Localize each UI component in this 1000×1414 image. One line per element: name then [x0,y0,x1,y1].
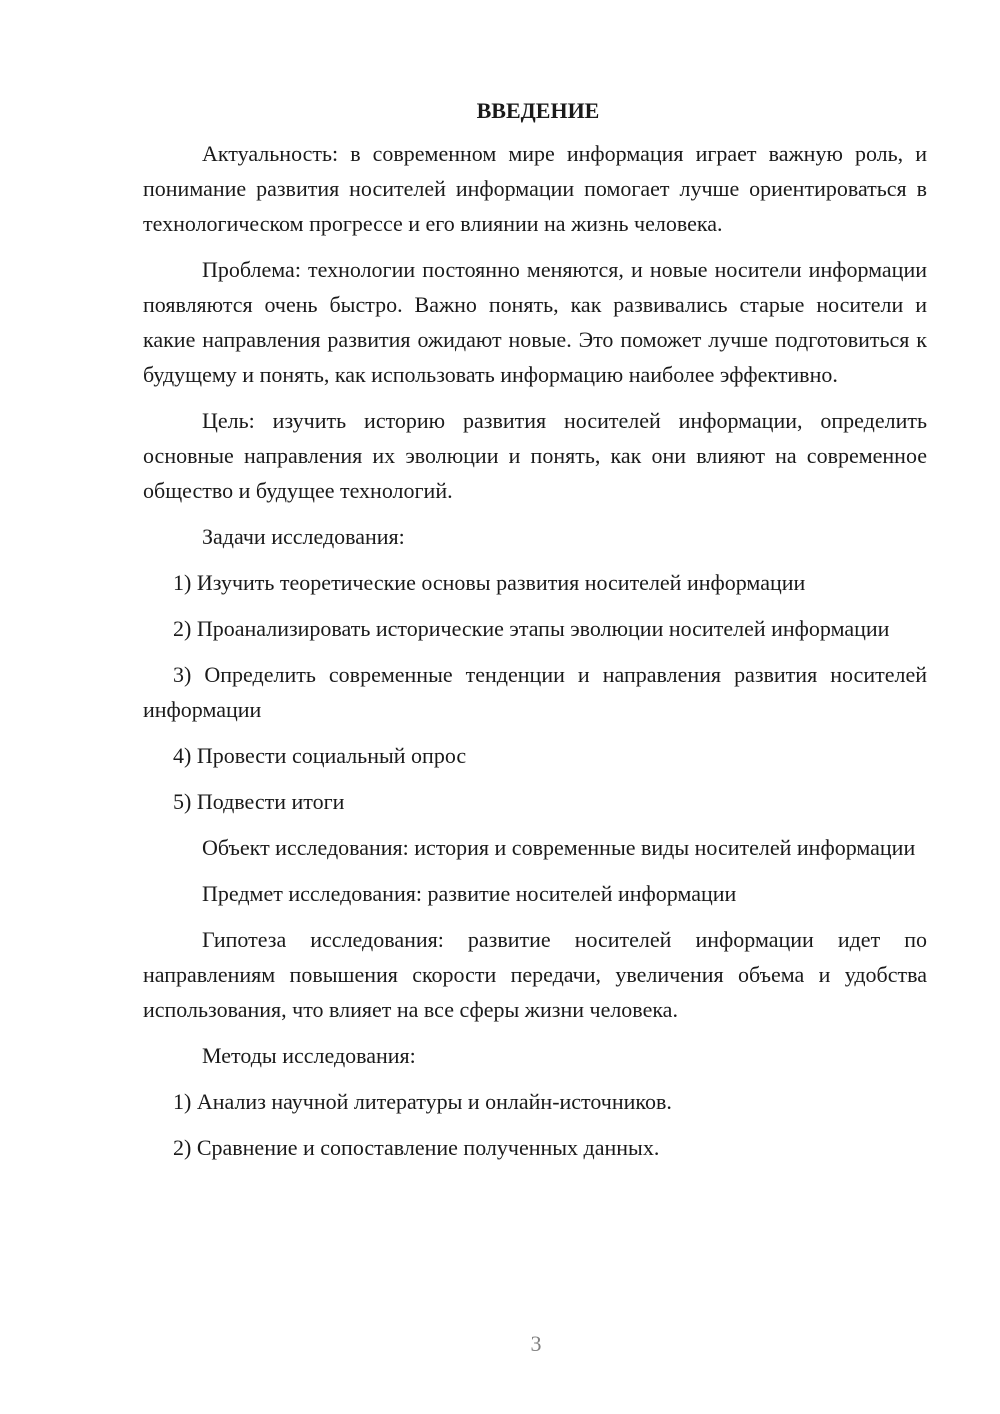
list-item-task-1: 1) Изучить теоретические основы развития носителей информации [173,570,806,595]
paragraph-tasks-title: Задачи исследования: [202,524,405,549]
page-number: 3 [530,1331,542,1356]
list-item-task-3: 3) Определить современные тенденции и направления развития носителей информации [143,662,927,722]
paragraph-methods-title: Методы исследования: [202,1043,416,1068]
document-body [143,93,927,1176]
list-item-task-4: 4) Провести социальный опрос [173,743,467,768]
list-item-method-2: 2) Сравнение и сопоставление полученных данных. [173,1135,660,1160]
paragraph-relevance: Актуальность: в современном мире информация играет важную роль, и понимание развития носителей информации помогает лучше ориентироваться в технологическом прогрессе и его влиянии на жизнь человека. [143,141,927,236]
paragraph-subject: Предмет исследования: развитие носителей информации [202,881,737,906]
paragraph-problem: Проблема: технологии постоянно меняются, и новые носители информации появляются очень быстро. Важно понять, как развивались старые носители и какие направления развития ожидают новые. Это поможет лучше подготовиться к будущему и понять, как использовать информацию наиболее эффективно. [143,257,927,387]
list-item-method-1: 1) Анализ научной литературы и онлайн-источников. [173,1089,672,1114]
paragraph-goal: Цель: изучить историю развития носителей информации, определить основные направления их эволюции и понять, как они влияют на современное общество и будущее технологий. [143,408,927,503]
list-item-task-2: 2) Проанализировать исторические этапы эволюции носителей информации [173,616,890,641]
paragraph-hypothesis: Гипотеза исследования: развитие носителей информации идет по направлениям повышения скорости передачи, увеличения объема и удобства использования, что влияет на все сферы жизни человека. [143,927,927,1022]
list-item-task-5: 5) Подвести итоги [173,789,345,814]
section-heading: ВВЕДЕНИЕ [476,98,600,123]
paragraph-object: Объект исследования: история и современные виды носителей информации [202,835,916,860]
